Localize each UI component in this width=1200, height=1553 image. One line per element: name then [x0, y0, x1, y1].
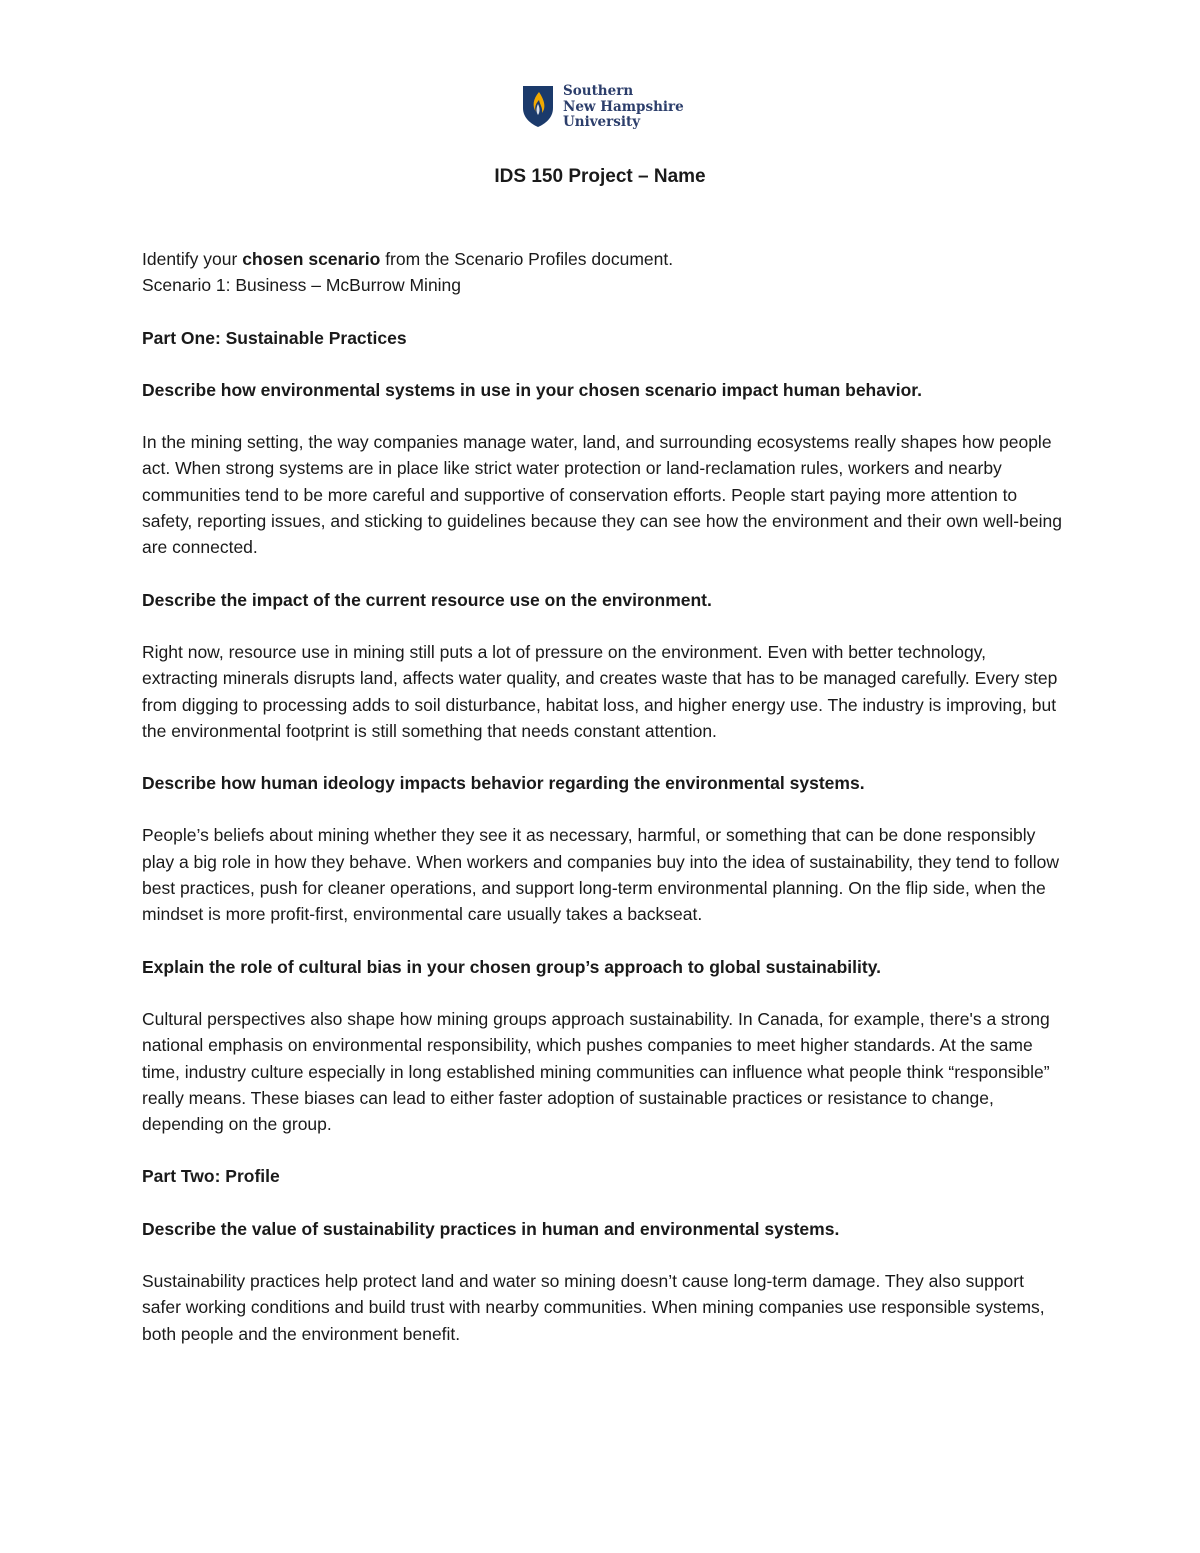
answer-3-paragraph: People’s beliefs about mining whether they see it as necessary, harmful, or something that can be done responsibly play a big role in how they behave. When workers and companies buy into the idea of sustainability, they tend to follow best practices, push for cleaner operations, and support long-term environmental planning. On the flip side, when the mindset is more profit-first, environmental care usually takes a backseat.	[142, 825, 1060, 925]
prompt-text-post: from the Scenario Profiles document.	[380, 249, 674, 269]
answer-2-paragraph: Right now, resource use in mining still puts a lot of pressure on the environment. Even with better technology, extracting minerals disrupts land, affects water quality, and creates waste that has to be managed carefully. Every step from digging to processing adds to soil disturbance, habitat loss, and higher energy use. The industry is improving, but the environmental footprint is still something that needs constant attention.	[142, 641, 1058, 741]
question-1-heading: Describe how environmental systems in use in your chosen scenario impact human behavior.	[142, 379, 922, 400]
answer-1-paragraph: In the mining setting, the way companies manage water, land, and surrounding ecosystems really shapes how people act. When strong systems are in place like strict water protection or land-reclamation rules, workers and nearby communities tend to be more careful and supportive of conservation efforts. People start paying more attention to safety, reporting issues, and sticking to guidelines because they can see how the environment and their own well-being are connected.	[142, 432, 1062, 558]
prompt-text-bold: chosen scenario	[242, 249, 381, 269]
university-logo	[521, 84, 684, 131]
logo-line-2: New Hampshire	[563, 98, 684, 115]
document-title: IDS 150 Project – Name	[494, 166, 706, 187]
part-two-heading: Part Two: Profile	[142, 1166, 280, 1187]
document-body	[142, 246, 1062, 1347]
answer-5-paragraph: Sustainability practices help protect land and water so mining doesn’t cause long-term damage. They also support safer working conditions and build trust with nearby communities. When mining companies use responsible systems, both people and the environment benefit.	[142, 1271, 1045, 1344]
question-5-heading: Describe the value of sustainability practices in human and environmental systems.	[142, 1218, 840, 1239]
shield-flame-icon	[521, 84, 555, 128]
question-3-heading: Describe how human ideology impacts behavior regarding the environmental systems.	[142, 773, 865, 794]
question-4-heading: Explain the role of cultural bias in your chosen group’s approach to global sustainability.	[142, 956, 881, 977]
question-2-heading: Describe the impact of the current resource use on the environment.	[142, 589, 712, 610]
scenario-prompt	[142, 246, 1062, 272]
logo-line-3: University	[563, 114, 641, 130]
answer-4-paragraph: Cultural perspectives also shape how mining groups approach sustainability. In Canada, for example, there's a strong national emphasis on environmental responsibility, which pushes companies to meet higher standards. At the same time, industry culture especially in long established mining communities can influence what people think “responsible” really means. These biases can lead to either faster adoption of sustainable practices or resistance to change, depending on the group.	[142, 1008, 1050, 1135]
logo-wordmark	[563, 84, 684, 131]
part-one-heading: Part One: Sustainable Practices	[142, 327, 407, 348]
scenario-selection: Scenario 1: Business – McBurrow Mining	[142, 275, 462, 296]
prompt-text-pre: Identify your	[142, 249, 243, 269]
logo-line-1: Southern	[563, 83, 634, 99]
